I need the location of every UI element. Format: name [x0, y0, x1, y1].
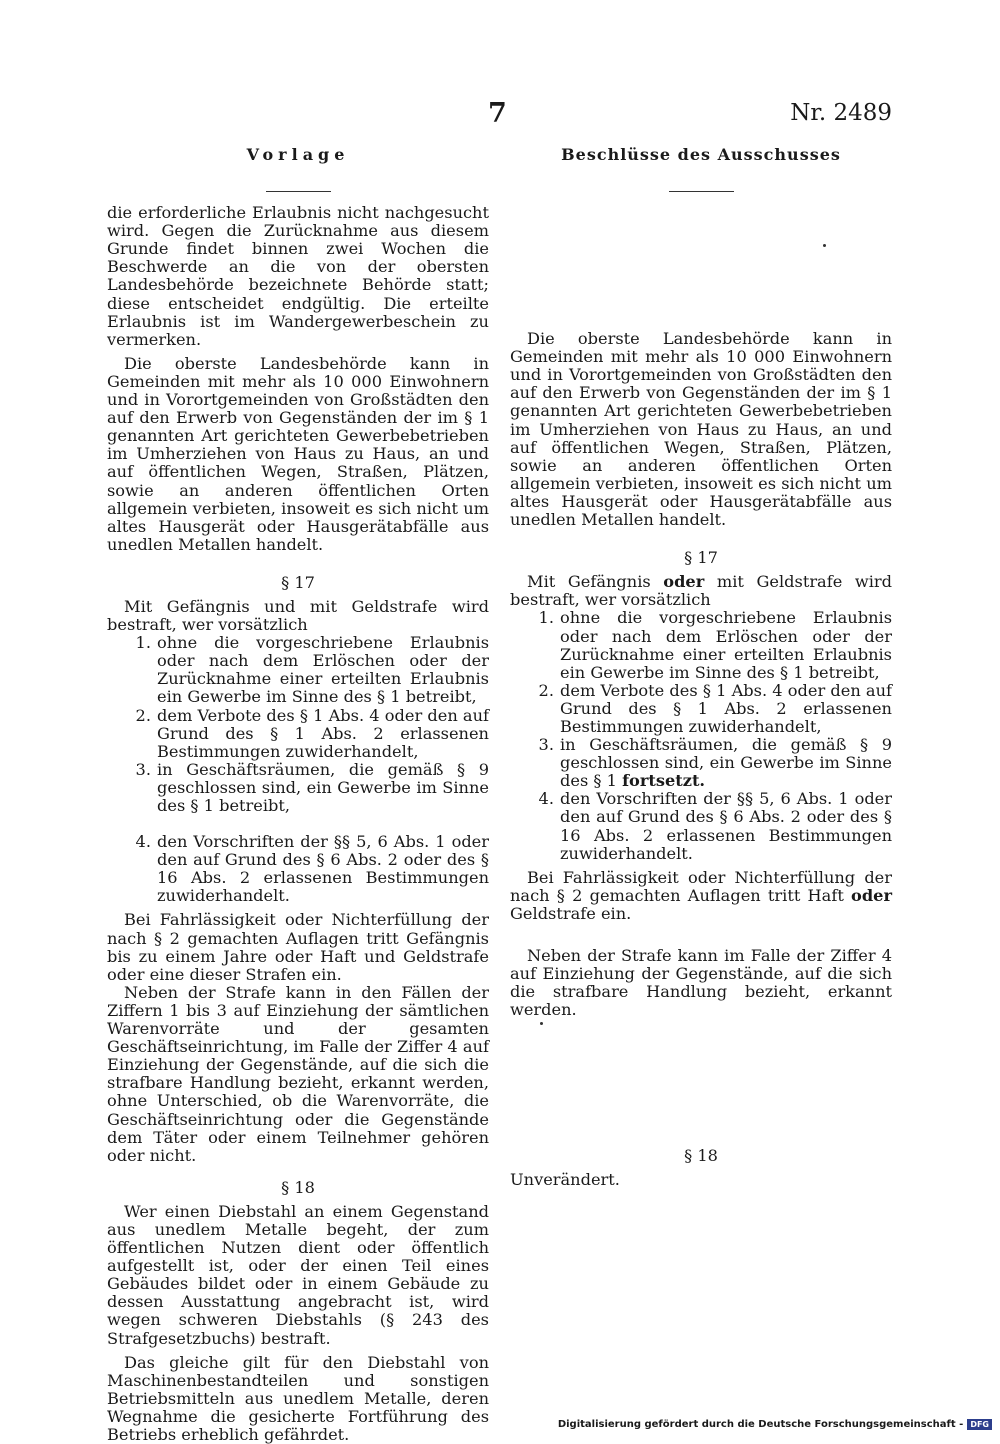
right-section-17-heading: § 17: [684, 548, 718, 568]
document-number: Nr. 2489: [790, 100, 892, 126]
left-paragraph-einziehung: Neben der Strafe kann in den Fällen der Ziffern 1 bis 3 auf Einziehung der sämtlichen Warenvorräte und der gesamten Geschäftseinrichtung, im Falle der Ziffer 4 auf Einziehung der Gegenstände, auf die sich die strafbare Handlung bezieht, erkannt werden, ohne Unterschied, ob die Warenvorräte, die Geschäftseinrichtung oder die Gegenstände dem Täter oder einem Teilnehmer gehören oder nicht.: [107, 982, 489, 1165]
right-column: [510, 146, 892, 1190]
left-paragraph-erlaubnis: die erforderliche Erlaubnis nicht nachgesucht wird. Gegen die Zurücknahme aus diesem Grunde findet binnen zwei Wochen die Beschwerde an die von der obersten Landesbehörde bezeichnete Behörde statt; diese entscheidet endgültig. Die erteilte Erlaubnis ist im Wandergewerbeschein zu vermerken.: [107, 203, 489, 349]
print-speck: [823, 244, 826, 247]
left-paragraph-landesbehoerde: Die oberste Landesbehörde kann in Gemeinden mit mehr als 10 000 Einwohnern und in Vorortgemeinden von Großstädten den auf den Erwerb von Gegenständen der im § 1 genannten Art gerichteten Gewerbebetrieben im Umherziehen von Haus zu Haus, an und auf öffentlichen Wegen, Straßen, Plätzen, sowie an anderen öffentlichen Orten allgemein verbieten, insoweit es sich nicht um altes Hausgerät oder Hausgerätabfälle aus unedlen Metallen handelt.: [107, 353, 489, 554]
right-section-17-list: [510, 609, 892, 862]
title-divider: [669, 191, 734, 192]
left-column: [107, 146, 489, 1444]
list-item: 1. ohne die vorgeschriebene Erlaubnis oder nach dem Erlöschen oder der Zurücknahme einer erteilten Erlaubnis ein Gewerbe im Sinne des § 1 betreibt,: [538, 608, 892, 682]
left-paragraph-diebstahl: Wer einen Diebstahl an einem Gegenstand aus unedlem Metalle begeht, der zum öffentlichen Nutzen dient oder öffentlich aufgestellt ist, oder der einen Teil eines Gebäudes bildet oder in einem Gebäude zu dessen Ausstattung angebracht ist, wird wegen schweren Diebstahls (§ 243 des Strafgesetzbuchs) bestraft.: [107, 1201, 489, 1348]
left-column-title: Vorlage: [246, 145, 350, 164]
right-section-17-intro: Mit Gefängnis oder mit Geldstrafe wird bestraft, wer vorsätzlich: [510, 572, 892, 610]
left-paragraph-maschinen: Das gleiche gilt für den Diebstahl von Maschinenbestandteilen und sonstigen Betriebsmitteln aus unedlem Metalle, deren Wegnahme die gesicherte Fortführung des Betriebs erheblich gefährdet.: [107, 1352, 489, 1444]
list-item: 4. den Vorschriften der §§ 5, 6 Abs. 1 oder den auf Grund des § 6 Abs. 2 oder des § 16 Abs. 2 erlassenen Bestimmungen zuwiderhandelt.: [538, 789, 892, 863]
right-paragraph-landesbehoerde: Die oberste Landesbehörde kann in Gemeinden mit mehr als 10 000 Einwohnern und in Vorortgemeinden von Großstädten den auf den Erwerb von Gegenständen der im § 1 genannten Art gerichteten Gewerbebetrieben im Umherziehen von Haus zu Haus, an und auf öffentlichen Wegen, Straßen, Plätzen, sowie an anderen öffentlichen Orten allgemein verbieten, insoweit es sich nicht um altes Hausgerät oder Hausgerätabfälle aus unedlen Metallen handelt.: [510, 329, 892, 530]
list-item: 2. dem Verbote des § 1 Abs. 4 oder den auf Grund des § 1 Abs. 2 erlassenen Bestimmungen zuwiderhandelt,: [135, 705, 489, 761]
list-item: 1. ohne die vorgeschriebene Erlaubnis oder nach dem Erlöschen oder der Zurücknahme einer erteilten Erlaubnis ein Gewerbe im Sinne des § 1 betreibt,: [135, 633, 489, 707]
page-number: 7: [488, 98, 507, 129]
left-section-17-heading: § 17: [281, 572, 315, 592]
right-section-18-heading: § 18: [684, 1146, 718, 1166]
right-column-gap: [510, 204, 892, 330]
list-item: 3. in Geschäftsräumen, die gemäß § 9 geschlossen sind, ein Gewerbe im Sinne des § 1 fortsetzt.: [538, 735, 892, 791]
list-item: 4. den Vorschriften der §§ 5, 6 Abs. 1 oder den auf Grund des § 6 Abs. 2 oder des § 16 Abs. 2 erlassenen Bestimmungen zuwiderhandelt.: [135, 832, 489, 906]
right-column-title: Beschlüsse des Ausschusses: [561, 145, 841, 164]
left-section-17-intro: Mit Gefängnis und mit Geldstrafe wird bestraft, wer vorsätzlich: [107, 596, 489, 635]
left-paragraph-fahrlaessigkeit: Bei Fahrlässigkeit oder Nichterfüllung der nach § 2 gemachten Auflagen tritt Gefängnis bis zu einem Jahre oder Haft und Geldstrafe oder eine dieser Strafen ein.: [107, 910, 489, 984]
list-item: 2. dem Verbote des § 1 Abs. 4 oder den auf Grund des § 1 Abs. 2 erlassenen Bestimmungen zuwiderhandelt,: [538, 680, 892, 736]
digitization-credit: Digitalisierung gefördert durch die Deutsche Forschungsgemeinschaft - DFG: [558, 1419, 992, 1430]
print-speck: [540, 1022, 543, 1025]
left-section-17-list: [107, 634, 489, 905]
list-item: 3. in Geschäftsräumen, die gemäß § 9 geschlossen sind, ein Gewerbe im Sinne des § 1 betreibt,: [135, 759, 489, 815]
right-section-18-text: Unverändert.: [510, 1170, 620, 1190]
dfg-logo: DFG: [967, 1419, 992, 1430]
title-divider: [266, 191, 331, 192]
right-paragraph-einziehung: Neben der Strafe kann im Falle der Ziffer 4 auf Einziehung der Gegenstände, auf die sich die strafbare Handlung bezieht, erkannt werden.: [510, 946, 892, 1020]
left-section-18-heading: § 18: [281, 1177, 315, 1197]
right-paragraph-fahrlaessigkeit: Bei Fahrlässigkeit oder Nichterfüllung der nach § 2 gemachten Auflagen tritt Haft oder Geldstrafe ein.: [510, 867, 892, 923]
